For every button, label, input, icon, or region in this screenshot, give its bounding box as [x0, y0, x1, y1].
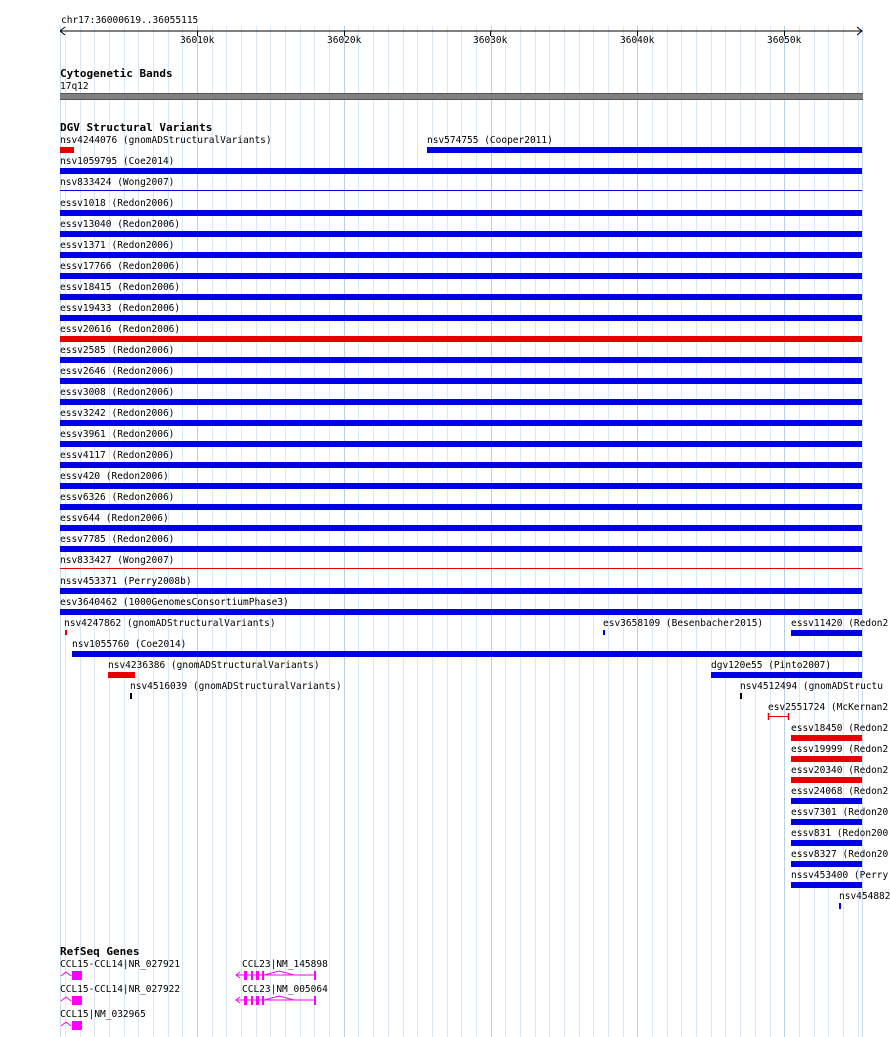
- ruler-tick-label: 36020k: [327, 35, 362, 46]
- gene-label[interactable]: CCL23|NM_145898: [242, 959, 328, 970]
- variant-label[interactable]: nssv453400 (Perry: [791, 870, 889, 881]
- variant-label[interactable]: nsv574755 (Cooper2011): [427, 135, 553, 146]
- gene-glyph[interactable]: [60, 1020, 85, 1032]
- ruler-location: chr17:36000619..36055115: [61, 15, 199, 26]
- variant-label[interactable]: essv18415 (Redon2006): [60, 282, 181, 293]
- variant-bar[interactable]: [60, 546, 862, 552]
- variant-bar[interactable]: [60, 231, 862, 237]
- variant-bar[interactable]: [60, 483, 862, 489]
- variant-label[interactable]: nsv1055760 (Coe2014): [72, 639, 187, 650]
- variant-label[interactable]: essv1371 (Redon2006): [60, 240, 175, 251]
- variant-label[interactable]: essv8327 (Redon20: [791, 849, 889, 860]
- variant-bar[interactable]: [60, 147, 74, 153]
- refseq-track-title: RefSeq Genes: [60, 945, 140, 958]
- gene-label[interactable]: CCL15-CCL14|NR_027921: [60, 959, 181, 970]
- variant-bar[interactable]: [791, 777, 862, 783]
- variant-label[interactable]: nsv4247862 (gnomADStructuralVariants): [64, 618, 276, 629]
- variant-bar[interactable]: [791, 798, 862, 804]
- variant-label[interactable]: nsv833424 (Wong2007): [60, 177, 175, 188]
- variant-bar[interactable]: [60, 420, 862, 426]
- variant-label[interactable]: essv3008 (Redon2006): [60, 387, 175, 398]
- variant-label[interactable]: dgv120e55 (Pinto2007): [711, 660, 832, 671]
- gene-label[interactable]: CCL15-CCL14|NR_027922: [60, 984, 181, 995]
- variant-bar[interactable]: [791, 819, 862, 825]
- variant-bar[interactable]: [60, 210, 862, 216]
- gene-glyph[interactable]: [60, 995, 85, 1007]
- variant-label[interactable]: essv20616 (Redon2006): [60, 324, 181, 335]
- variant-label[interactable]: essv20340 (Redon2: [791, 765, 889, 776]
- variant-bar[interactable]: [60, 252, 862, 258]
- variant-bar[interactable]: [60, 609, 862, 615]
- variant-bar[interactable]: [791, 882, 862, 888]
- variant-label[interactable]: nsv4236386 (gnomADStructuralVariants): [108, 660, 320, 671]
- variant-bar[interactable]: [791, 756, 862, 762]
- variant-label[interactable]: esv3640462 (1000GenomesConsortiumPhase3): [60, 597, 289, 608]
- variant-bar[interactable]: [60, 315, 862, 321]
- variant-label[interactable]: essv420 (Redon2006): [60, 471, 169, 482]
- variant-label[interactable]: nsv454882: [839, 891, 890, 902]
- gene-glyph[interactable]: [234, 995, 319, 1007]
- variant-bar[interactable]: [60, 441, 862, 447]
- variant-bar[interactable]: [60, 378, 862, 384]
- variant-label[interactable]: essv17766 (Redon2006): [60, 261, 181, 272]
- variant-bar[interactable]: [791, 735, 862, 741]
- variant-label[interactable]: essv19433 (Redon2006): [60, 303, 181, 314]
- variant-bar[interactable]: [65, 630, 67, 635]
- variant-label[interactable]: essv1018 (Redon2006): [60, 198, 175, 209]
- variant-label[interactable]: essv6326 (Redon2006): [60, 492, 175, 503]
- variant-bar[interactable]: [711, 672, 862, 678]
- variant-label[interactable]: essv24068 (Redon2: [791, 786, 889, 797]
- variant-label[interactable]: essv2646 (Redon2006): [60, 366, 175, 377]
- variant-label[interactable]: nssv453371 (Perry2008b): [60, 576, 192, 587]
- variant-label[interactable]: essv18450 (Redon2: [791, 723, 889, 734]
- variant-label[interactable]: essv19999 (Redon2: [791, 744, 889, 755]
- cytoband-track-title: Cytogenetic Bands: [60, 67, 173, 80]
- gene-glyph[interactable]: [60, 970, 85, 982]
- variant-bar[interactable]: [60, 399, 862, 405]
- variant-label[interactable]: essv644 (Redon2006): [60, 513, 169, 524]
- variant-bar[interactable]: [740, 693, 742, 699]
- dgv-track-title: DGV Structural Variants: [60, 121, 213, 134]
- variant-label[interactable]: nsv833427 (Wong2007): [60, 555, 175, 566]
- variant-label[interactable]: esv2551724 (McKernan2: [768, 702, 889, 713]
- variant-label[interactable]: essv831 (Redon200: [791, 828, 889, 839]
- variant-bar[interactable]: [72, 651, 862, 657]
- variant-label[interactable]: essv3242 (Redon2006): [60, 408, 175, 419]
- variant-label[interactable]: essv7785 (Redon2006): [60, 534, 175, 545]
- variant-bar[interactable]: [768, 713, 789, 720]
- variant-bar[interactable]: [791, 840, 862, 846]
- gene-glyph[interactable]: [234, 970, 319, 982]
- gene-label[interactable]: CCL23|NM_005064: [242, 984, 328, 995]
- variant-bar[interactable]: [60, 568, 862, 569]
- variant-bar[interactable]: [427, 147, 862, 153]
- variant-bar[interactable]: [60, 336, 862, 342]
- variant-label[interactable]: essv2585 (Redon2006): [60, 345, 175, 356]
- variant-bar[interactable]: [839, 903, 841, 909]
- variant-bar[interactable]: [791, 630, 862, 636]
- variant-bar[interactable]: [60, 357, 862, 363]
- variant-label[interactable]: essv13040 (Redon2006): [60, 219, 181, 230]
- variant-label[interactable]: essv7301 (Redon20: [791, 807, 889, 818]
- variant-bar[interactable]: [60, 273, 862, 279]
- ruler-tick-label: 36040k: [620, 35, 655, 46]
- variant-bar[interactable]: [60, 525, 862, 531]
- variant-bar[interactable]: [60, 588, 862, 594]
- variant-label[interactable]: essv4117 (Redon2006): [60, 450, 175, 461]
- variant-label[interactable]: nsv4244076 (gnomADStructuralVariants): [60, 135, 272, 146]
- variant-bar[interactable]: [791, 861, 862, 867]
- ruler-tick-label: 36050k: [767, 35, 802, 46]
- variant-bar[interactable]: [60, 168, 862, 174]
- gene-label[interactable]: CCL15|NM_032965: [60, 1009, 146, 1020]
- variant-bar[interactable]: [60, 462, 862, 468]
- variant-bar[interactable]: [60, 294, 862, 300]
- ruler-tick-label: 36010k: [180, 35, 215, 46]
- variant-bar[interactable]: [60, 190, 862, 191]
- variant-label[interactable]: nsv1059795 (Coe2014): [60, 156, 175, 167]
- variant-label[interactable]: esv3658109 (Besenbacher2015): [603, 618, 764, 629]
- variant-label[interactable]: nsv4512494 (gnomADStructu: [740, 681, 883, 692]
- ruler-tick-label: 36030k: [473, 35, 508, 46]
- cytoband-bar[interactable]: [60, 93, 863, 100]
- cytoband-label: 17q12: [60, 81, 89, 92]
- variant-label[interactable]: essv3961 (Redon2006): [60, 429, 175, 440]
- variant-bar[interactable]: [60, 504, 862, 510]
- variant-bar[interactable]: [130, 693, 132, 699]
- variant-bar[interactable]: [108, 672, 135, 678]
- variant-label[interactable]: nsv4516039 (gnomADStructuralVariants): [130, 681, 342, 692]
- variant-label[interactable]: essv11420 (Redon2: [791, 618, 889, 629]
- variant-bar[interactable]: [603, 630, 605, 635]
